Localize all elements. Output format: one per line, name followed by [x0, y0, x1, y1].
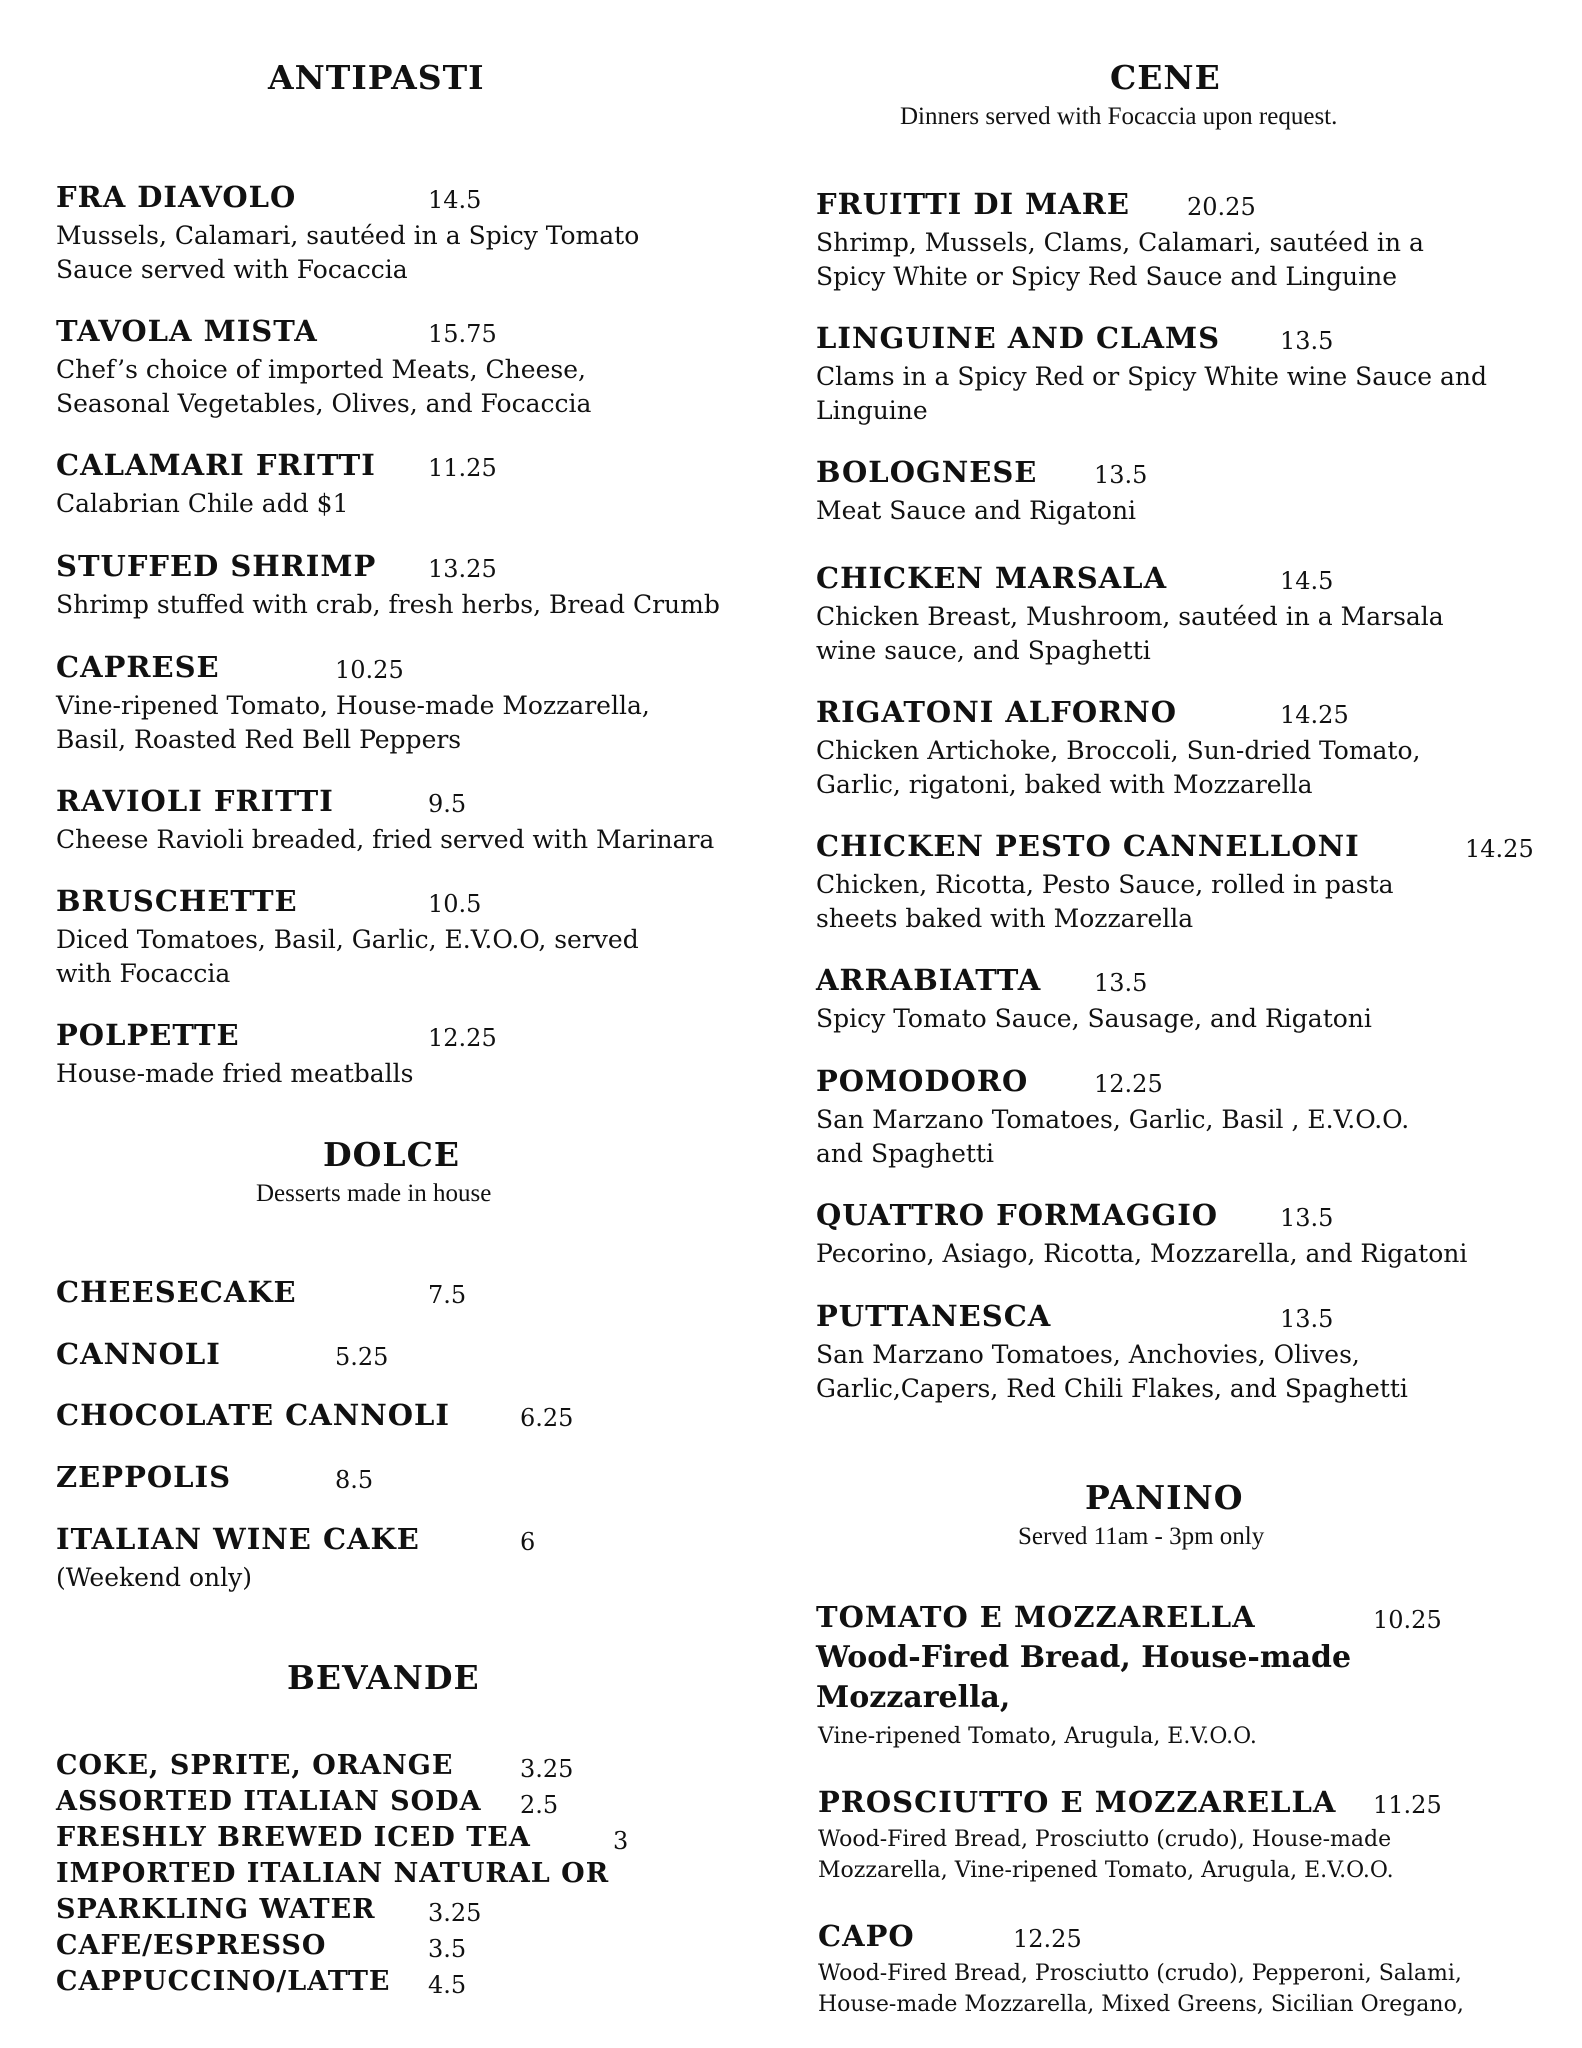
item-description: Vine-ripened Tomato, Arugula, E.V.O.O. [818, 1724, 1257, 1749]
item-description: Spicy Tomato Sauce, Sausage, and Rigatoni [816, 1004, 1372, 1033]
item-description: Basil, Roasted Red Bell Peppers [56, 725, 462, 754]
item-price: 2.5 [520, 1791, 559, 1819]
item-description: Garlic,Capers, Red Chili Flakes, and Spaghetti [816, 1374, 1408, 1403]
item-name: FRA DIAVOLO [56, 180, 297, 214]
item-name: QUATTRO FORMAGGIO [816, 1198, 1219, 1232]
item-price: 8.5 [335, 1466, 374, 1494]
item-description: wine sauce, and Spaghetti [816, 636, 1151, 665]
item-name: COKE, SPRITE, ORANGE [56, 1750, 454, 1781]
dolce-subtitle: Desserts made in house [256, 1180, 492, 1207]
item-name: CHEESECAKE [56, 1275, 297, 1309]
dolce-heading: DOLCE [323, 1135, 460, 1174]
item-price: 3.25 [520, 1755, 574, 1783]
item-name: TOMATO E MOZZARELLA [816, 1600, 1256, 1634]
item-price: 11.25 [428, 454, 497, 482]
item-description: and Spaghetti [816, 1139, 994, 1168]
item-description: Shrimp stuffed with crab, fresh herbs, Bread Crumb [56, 590, 720, 619]
item-name: RAVIOLI FRITTI [56, 784, 334, 818]
item-price: 6 [520, 1528, 536, 1556]
item-name: CHICKEN MARSALA [816, 561, 1168, 595]
cene-subtitle: Dinners served with Focaccia upon request. [900, 103, 1338, 130]
cene-heading: CENE [1110, 58, 1221, 97]
item-price: 10.25 [335, 656, 404, 684]
item-price: 12.25 [1013, 1925, 1082, 1953]
item-description: Seasonal Vegetables, Olives, and Focaccia [56, 389, 592, 418]
item-price: 20.25 [1187, 193, 1256, 221]
item-price: 4.5 [428, 1971, 467, 1999]
item-description: Cheese Ravioli breaded, fried served with Marinara [56, 825, 715, 854]
item-price: 3.25 [428, 1899, 482, 1927]
item-price: 13.5 [1094, 461, 1148, 489]
item-price: 7.5 [428, 1281, 467, 1309]
item-description: House-made fried meatballs [56, 1059, 414, 1088]
item-description: Wood-Fired Bread, Prosciutto (crudo), House-made [818, 1827, 1392, 1852]
item-price: 11.25 [1373, 1791, 1442, 1819]
item-description: Garlic, rigatoni, baked with Mozzarella [816, 770, 1313, 799]
panino-heading: PANINO [1085, 1478, 1244, 1517]
item-name: CAPPUCCINO/LATTE [56, 1966, 391, 1997]
item-name: CALAMARI FRITTI [56, 448, 376, 482]
item-price: 12.25 [1094, 1070, 1163, 1098]
item-price: 6.25 [520, 1404, 574, 1432]
item-price: 14.5 [428, 186, 482, 214]
item-name: POMODORO [816, 1064, 1029, 1098]
item-price: 10.5 [428, 890, 482, 918]
item-price: 14.5 [1280, 567, 1334, 595]
item-description: Linguine [816, 396, 928, 425]
item-name: FRUITTI DI MARE [816, 187, 1130, 221]
item-description: Mussels, Calamari, sautéed in a Spicy Tomato [56, 221, 640, 250]
item-description: Shrimp, Mussels, Clams, Calamari, sautéed in a [816, 228, 1424, 257]
item-description: Calabrian Chile add $1 [56, 489, 349, 518]
item-name: TAVOLA MISTA [56, 314, 318, 348]
item-description: Clams in a Spicy Red or Spicy White wine Sauce and [816, 362, 1488, 391]
item-price: 5.25 [335, 1343, 389, 1371]
item-name: FRESHLY BREWED ICED TEA [56, 1822, 531, 1853]
item-description: Chicken Artichoke, Broccoli, Sun-dried Tomato, [816, 736, 1421, 765]
item-name: BOLOGNESE [816, 455, 1038, 489]
item-name: PROSCIUTTO E MOZZARELLA [818, 1785, 1337, 1819]
item-name: ITALIAN WINE CAKE [56, 1522, 420, 1556]
item-name: CANNOLI [56, 1337, 221, 1371]
item-name: PUTTANESCA [816, 1299, 1052, 1333]
item-description-bold: Mozzarella, [816, 1680, 1011, 1715]
item-description-bold: Wood-Fired Bread, House-made [816, 1640, 1352, 1675]
item-price: 13.5 [1094, 969, 1148, 997]
item-price: 14.25 [1280, 701, 1349, 729]
item-description: Pecorino, Asiago, Ricotta, Mozzarella, and Rigatoni [816, 1239, 1468, 1268]
item-name: CHICKEN PESTO CANNELLONI [816, 829, 1360, 863]
bevande-heading: BEVANDE [287, 1658, 480, 1697]
item-description: Spicy White or Spicy Red Sauce and Linguine [816, 262, 1398, 291]
item-name: LINGUINE AND CLAMS [816, 321, 1221, 355]
item-price: 13.5 [1280, 1204, 1334, 1232]
item-name: ASSORTED ITALIAN SODA [56, 1786, 482, 1817]
item-description: San Marzano Tomatoes, Anchovies, Olives, [816, 1340, 1360, 1369]
item-price: 15.75 [428, 320, 497, 348]
item-note: (Weekend only) [56, 1563, 253, 1592]
item-description: Diced Tomatoes, Basil, Garlic, E.V.O.O, served [56, 925, 639, 954]
item-name: CAPRESE [56, 650, 220, 684]
item-description: Vine-ripened Tomato, House-made Mozzarella, [56, 691, 650, 720]
item-name: RIGATONI ALFORNO [816, 695, 1177, 729]
item-description: with Focaccia [56, 959, 231, 988]
item-name: CAFE/ESPRESSO [56, 1930, 327, 1961]
item-name: CAPO [818, 1919, 915, 1953]
item-name: STUFFED SHRIMP [56, 549, 377, 583]
item-description: Chicken, Ricotta, Pesto Sauce, rolled in pasta [816, 870, 1394, 899]
item-name: ZEPPOLIS [56, 1460, 232, 1494]
item-name: POLPETTE [56, 1018, 240, 1052]
item-description: Meat Sauce and Rigatoni [816, 496, 1137, 525]
item-name: IMPORTED ITALIAN NATURAL OR [56, 1858, 610, 1889]
item-description: Chef’s choice of imported Meats, Cheese, [56, 355, 586, 384]
item-description: Mozzarella, Vine-ripened Tomato, Arugula, E.V.O.O. [818, 1858, 1394, 1883]
item-description: House-made Mozzarella, Mixed Greens, Sicilian Oregano, [818, 1992, 1464, 2017]
item-description: San Marzano Tomatoes, Garlic, Basil , E.V.O.O. [816, 1105, 1410, 1134]
item-description: sheets baked with Mozzarella [816, 904, 1194, 933]
item-description: Chicken Breast, Mushroom, sautéed in a Marsala [816, 602, 1444, 631]
item-name: ARRABIATTA [816, 963, 1042, 997]
item-price: 12.25 [428, 1024, 497, 1052]
item-price: 13.25 [428, 555, 497, 583]
item-price: 14.25 [1465, 835, 1534, 863]
item-name: SPARKLING WATER [56, 1894, 376, 1925]
item-price: 13.5 [1280, 1305, 1334, 1333]
antipasti-heading: ANTIPASTI [268, 58, 485, 97]
item-price: 3.5 [428, 1935, 467, 1963]
item-description: Sauce served with Focaccia [56, 255, 408, 284]
item-price: 9.5 [428, 790, 467, 818]
item-name: CHOCOLATE CANNOLI [56, 1398, 450, 1432]
item-price: 13.5 [1280, 327, 1334, 355]
item-price: 3 [613, 1827, 629, 1855]
panino-subtitle: Served 11am - 3pm only [1018, 1523, 1265, 1550]
item-description: Wood-Fired Bread, Prosciutto (crudo), Pepperoni, Salami, [818, 1961, 1462, 1986]
item-name: BRUSCHETTE [56, 884, 298, 918]
item-price: 10.25 [1373, 1606, 1442, 1634]
